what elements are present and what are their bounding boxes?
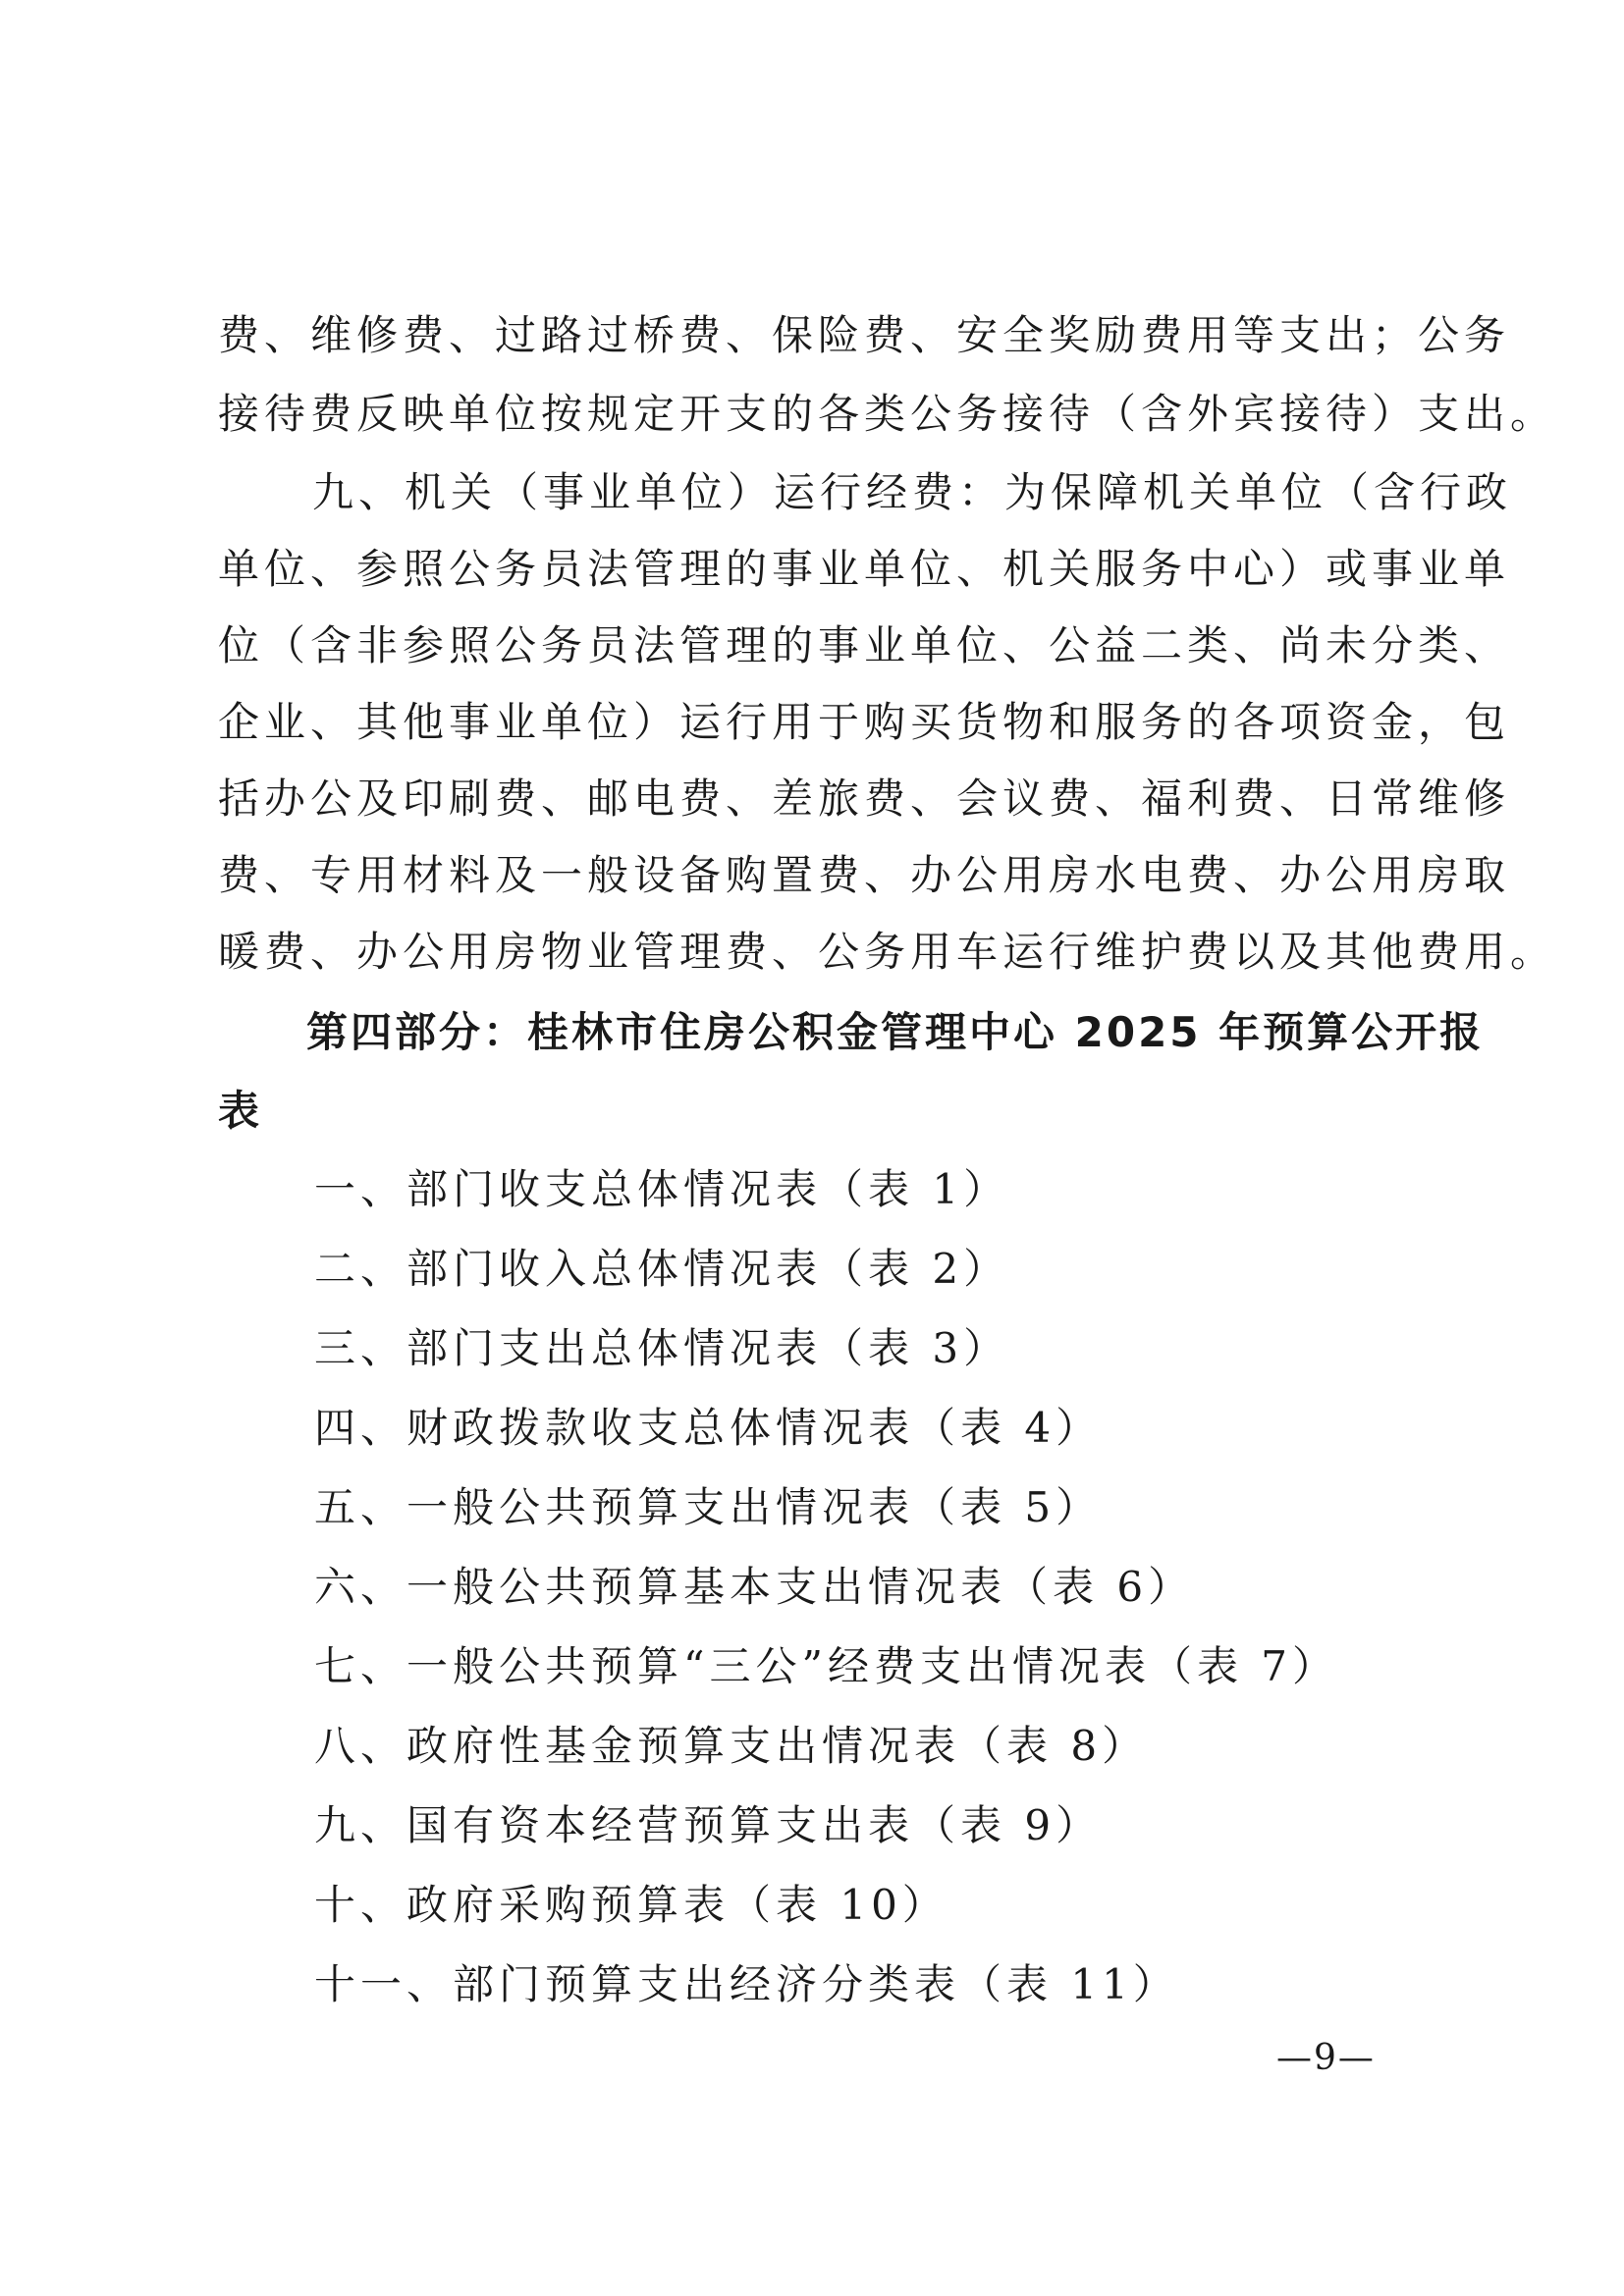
section-heading: 第四部分：桂林市住房公积金管理中心 2025 年预算公开报: [306, 1008, 1485, 1056]
toc-item: 九、国有资本经营预算支出表（表 9）: [314, 1801, 1103, 1849]
body-line: 九、机关（事业单位）运行经费：为保障机关单位（含行政: [312, 468, 1513, 516]
body-line: 单位、参照公务员法管理的事业单位、机关服务中心）或事业单: [218, 545, 1511, 593]
body-line: 费、维修费、过路过桥费、保险费、安全奖励费用等支出；公务: [218, 311, 1511, 359]
body-line: 暖费、办公用房物业管理费、公务用车运行维护费以及其他费用。: [218, 928, 1557, 976]
body-line: 企业、其他事业单位）运行用于购买货物和服务的各项资金，包: [218, 698, 1511, 746]
page-number: —9—: [1276, 2038, 1376, 2078]
body-line: 费、专用材料及一般设备购置费、办公用房水电费、办公用房取: [218, 851, 1511, 899]
toc-item: 五、一般公共预算支出情况表（表 5）: [314, 1483, 1103, 1531]
body-line: 位（含非参照公务员法管理的事业单位、公益二类、尚未分类、: [218, 621, 1511, 669]
toc-item: 二、部门收入总体情况表（表 2）: [314, 1245, 1010, 1293]
toc-item: 十一、部门预算支出经济分类表（表 11）: [314, 1960, 1179, 2008]
toc-item: 三、部门支出总体情况表（表 3）: [314, 1324, 1010, 1372]
toc-item: 七、一般公共预算“三公”经费支出情况表（表 7）: [314, 1642, 1339, 1690]
toc-item: 八、政府性基金预算支出情况表（表 8）: [314, 1722, 1149, 1770]
toc-item: 四、财政拨款收支总体情况表（表 4）: [314, 1404, 1103, 1452]
toc-item: 六、一般公共预算基本支出情况表（表 6）: [314, 1563, 1195, 1611]
toc-item: 十、政府采购预算表（表 10）: [314, 1881, 948, 1929]
toc-item: 一、部门收支总体情况表（表 1）: [314, 1165, 1010, 1213]
body-line: 括办公及印刷费、邮电费、差旅费、会议费、福利费、日常维修: [218, 774, 1511, 823]
section-heading-continuation: 表: [218, 1087, 263, 1135]
body-line: 接待费反映单位按规定开支的各类公务接待（含外宾接待）支出。: [218, 390, 1557, 438]
